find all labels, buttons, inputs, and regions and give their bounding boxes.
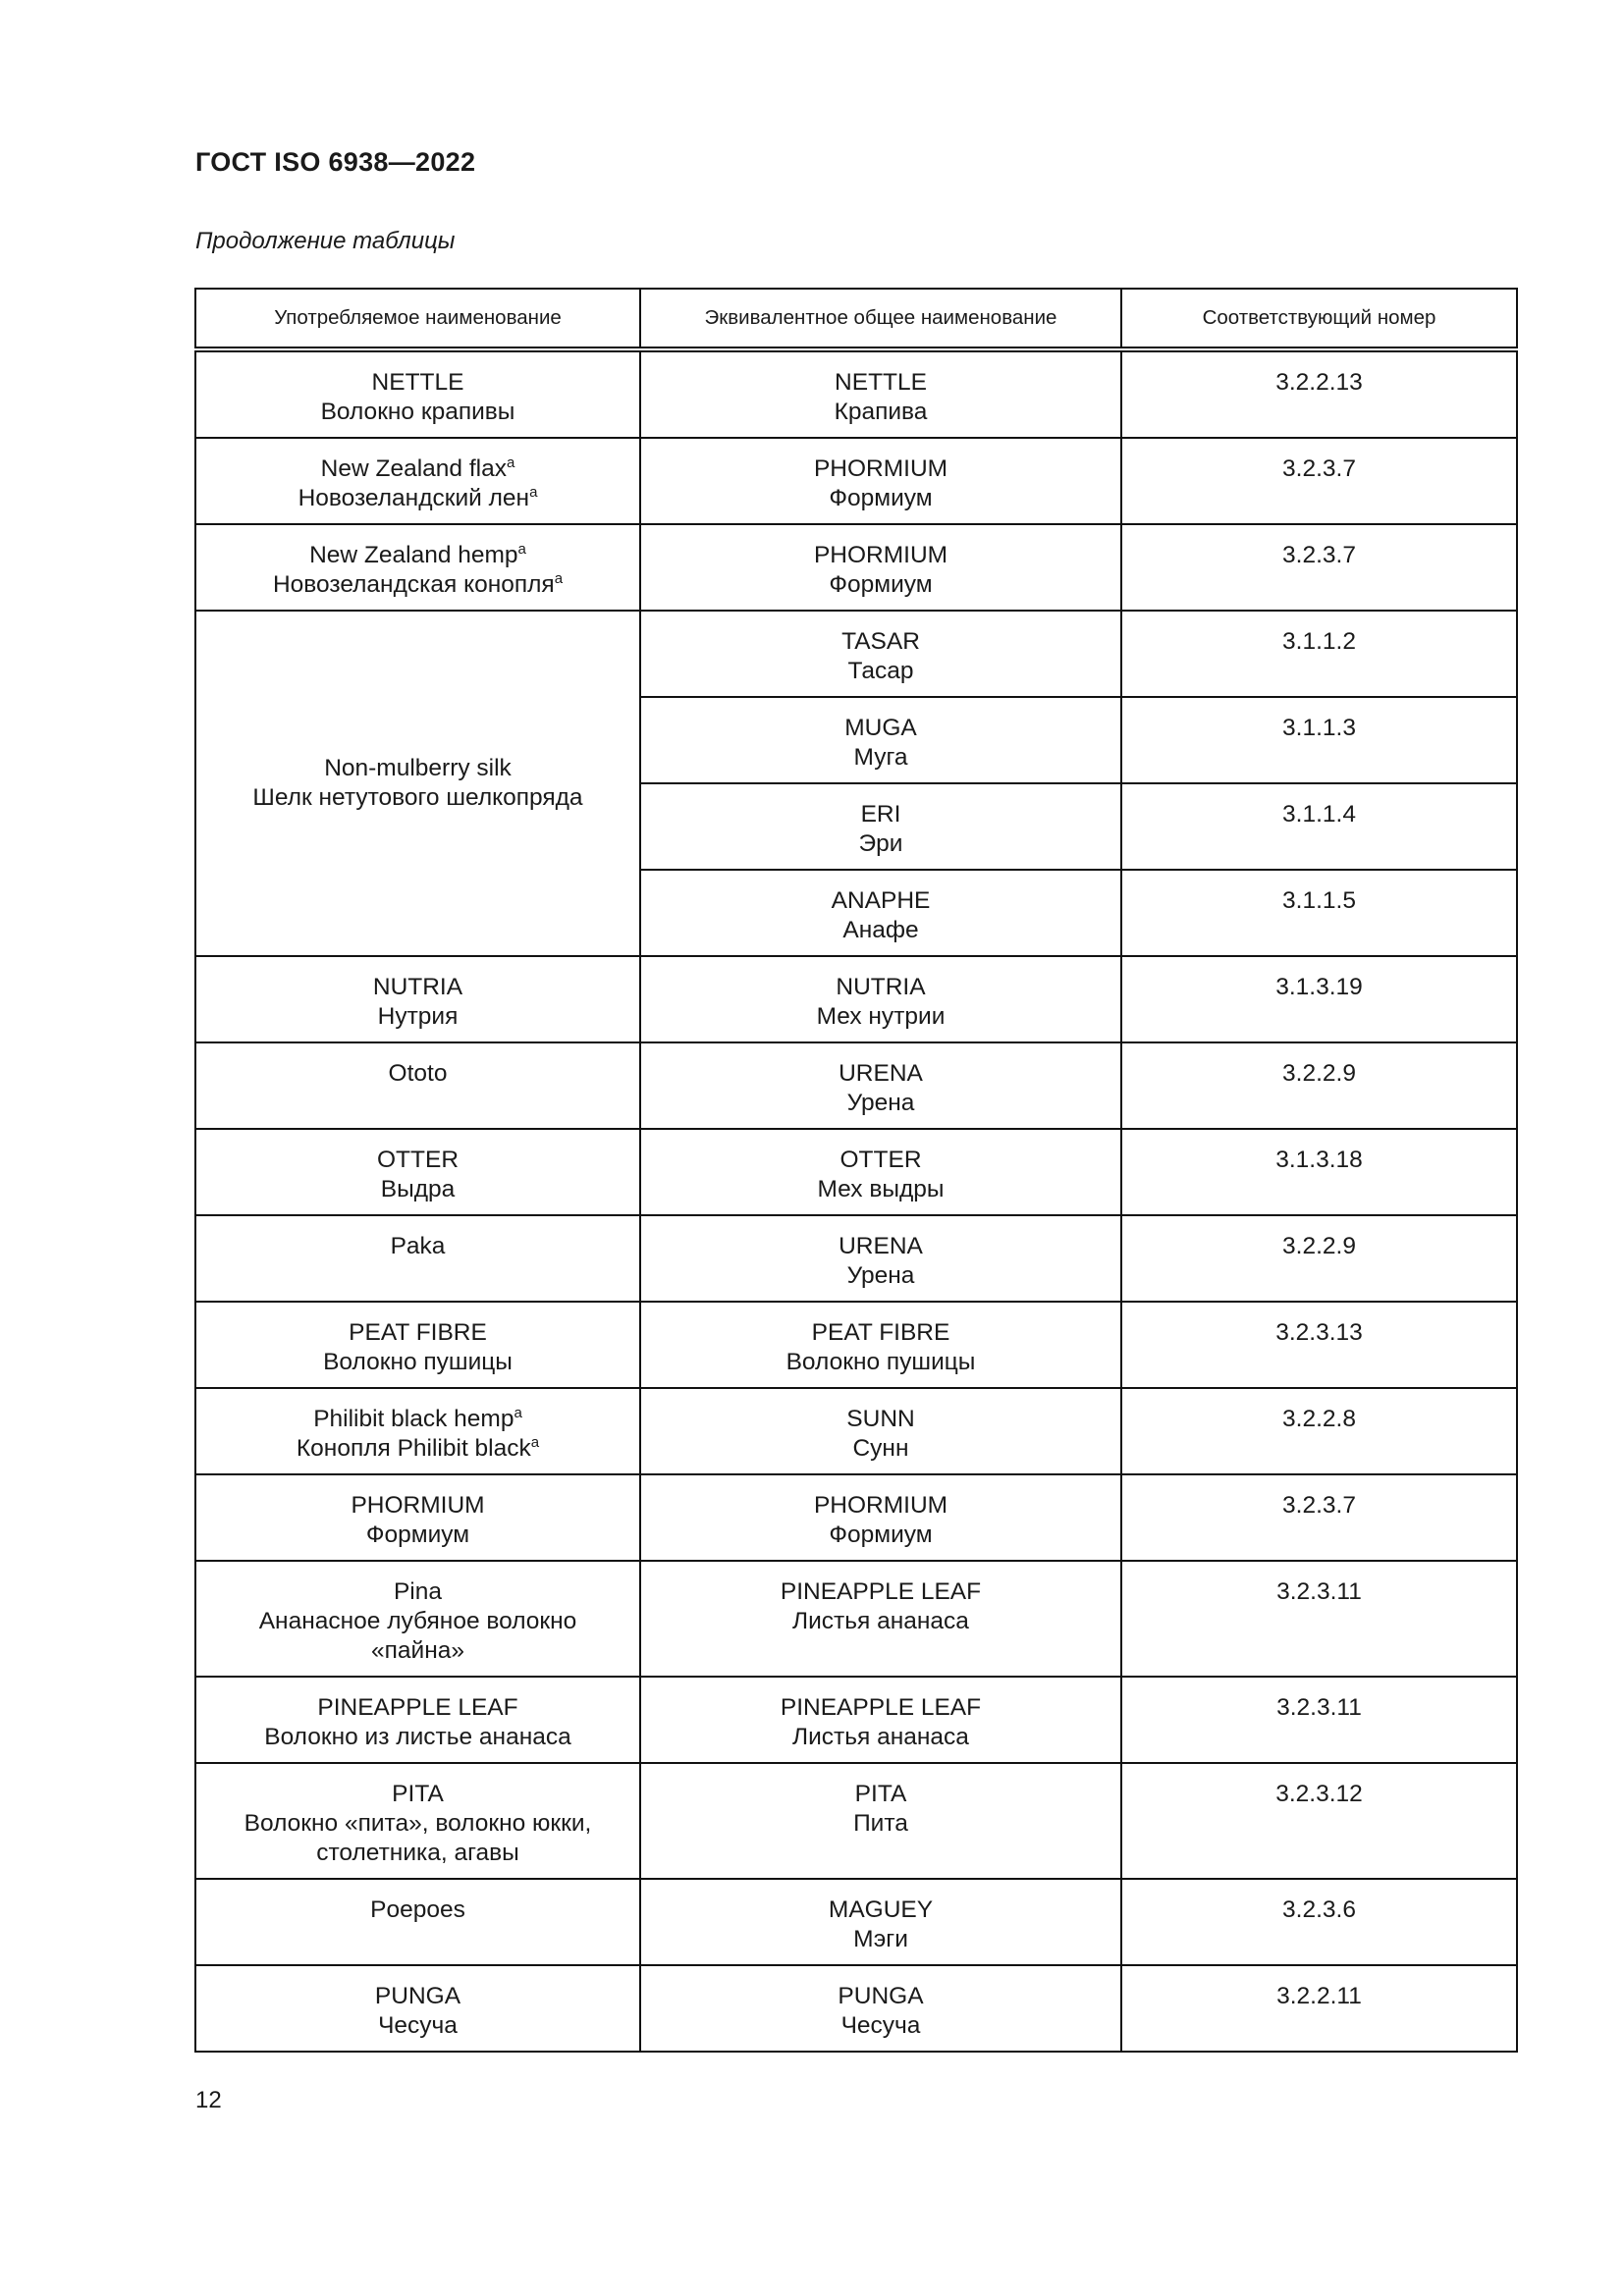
footnote-mark: a	[506, 454, 515, 471]
number-cell: 3.2.3.7	[1121, 524, 1517, 611]
equivalent-name-cell: PHORMIUM Формиум	[640, 438, 1121, 524]
page-number: 12	[195, 2087, 222, 2113]
table-row	[195, 1388, 1517, 1474]
equivalent-name-cell: SUNN Сунн	[640, 1388, 1121, 1474]
equivalent-name-cell: PINEAPPLE LEAF Листья ананаса	[640, 1677, 1121, 1763]
number-cell: 3.2.3.7	[1121, 438, 1517, 524]
equivalent-name-cell: PHORMIUM Формиум	[640, 1474, 1121, 1561]
number-cell: 3.2.2.13	[1121, 349, 1517, 438]
number-cell: 3.1.3.18	[1121, 1129, 1517, 1215]
used-name-cell: New Zealand hemp$^a$ Новозеландская конопля$^a$	[195, 524, 640, 611]
fibre-names-table	[194, 288, 1518, 2053]
table-row	[195, 1561, 1517, 1677]
number-cell: 3.1.1.3	[1121, 697, 1517, 783]
number-cell: 3.2.3.13	[1121, 1302, 1517, 1388]
used-name-cell: PINEAPPLE LEAF Волокно из листье ананаса	[195, 1677, 640, 1763]
number-cell: 3.1.1.4	[1121, 783, 1517, 870]
number-cell: 3.1.1.2	[1121, 611, 1517, 697]
used-name-cell: OTTER Выдра	[195, 1129, 640, 1215]
equivalent-name-cell: NETTLE Крапива	[640, 349, 1121, 438]
equivalent-name-cell: PITA Пита	[640, 1763, 1121, 1879]
used-name-cell: PEAT FIBRE Волокно пушицы	[195, 1302, 640, 1388]
number-cell: 3.2.3.11	[1121, 1561, 1517, 1677]
used-name-cell: Pina Ананасное лубяное волокно «пайна»	[195, 1561, 640, 1677]
column-header-number: Соответствующий номер	[1121, 289, 1517, 349]
equivalent-name-cell: URENA Урена	[640, 1042, 1121, 1129]
column-header-used-name: Употребляемое наименование	[195, 289, 640, 349]
table-row	[195, 1763, 1517, 1879]
table-row	[195, 1129, 1517, 1215]
used-name-cell: NUTRIA Нутрия	[195, 956, 640, 1042]
equivalent-name-cell: URENA Урена	[640, 1215, 1121, 1302]
used-name-cell: NETTLE Волокно крапивы	[195, 349, 640, 438]
used-name-cell: Paka	[195, 1215, 640, 1302]
equivalent-name-cell: TASAR Тасар	[640, 611, 1121, 697]
table-row	[195, 1302, 1517, 1388]
table-row	[195, 1965, 1517, 2052]
used-name-cell: PUNGA Чесуча	[195, 1965, 640, 2052]
table-row	[195, 611, 1517, 697]
used-name-cell: PITA Волокно «пита», волокно юкки, столетника, агавы	[195, 1763, 640, 1879]
equivalent-name-cell: PINEAPPLE LEAF Листья ананаса	[640, 1561, 1121, 1677]
equivalent-name-cell: NUTRIA Мех нутрии	[640, 956, 1121, 1042]
table-row	[195, 1042, 1517, 1129]
table-row	[195, 1677, 1517, 1763]
number-cell: 3.2.3.7	[1121, 1474, 1517, 1561]
number-cell: 3.2.2.9	[1121, 1215, 1517, 1302]
number-cell: 3.1.3.19	[1121, 956, 1517, 1042]
used-name-cell: Poepoes	[195, 1879, 640, 1965]
footnote-mark: a	[529, 484, 538, 501]
footnote-mark: a	[517, 541, 526, 558]
used-name-cell: New Zealand flax$^a$ Новозеландский лен$^a$	[195, 438, 640, 524]
equivalent-name-cell: OTTER Мех выдры	[640, 1129, 1121, 1215]
table-continuation-label: Продолжение таблицы	[195, 228, 456, 254]
used-name-cell: Philibit black hemp$^a$ Конопля Philibit black$^a$	[195, 1388, 640, 1474]
table-row	[195, 956, 1517, 1042]
used-name-cell-merged: Non-mulberry silk Шелк нетутового шелкопряда	[195, 611, 640, 956]
equivalent-name-cell: ANAPHE Анафе	[640, 870, 1121, 956]
equivalent-name-cell: MUGA Муга	[640, 697, 1121, 783]
used-name-cell: PHORMIUM Формиум	[195, 1474, 640, 1561]
equivalent-name-cell: PUNGA Чесуча	[640, 1965, 1121, 2052]
used-name-cell: Ototo	[195, 1042, 640, 1129]
number-cell: 3.2.2.8	[1121, 1388, 1517, 1474]
footnote-mark: a	[514, 1405, 522, 1421]
fibre-names-table-wrapper	[194, 288, 1516, 2053]
table-row	[195, 1474, 1517, 1561]
table-row	[195, 438, 1517, 524]
column-header-equivalent-name: Эквивалентное общее наименование	[640, 289, 1121, 349]
equivalent-name-cell: PEAT FIBRE Волокно пушицы	[640, 1302, 1121, 1388]
table-row	[195, 1879, 1517, 1965]
equivalent-name-cell: MAGUEY Мэги	[640, 1879, 1121, 1965]
equivalent-name-cell: ERI Эри	[640, 783, 1121, 870]
number-cell: 3.2.3.12	[1121, 1763, 1517, 1879]
number-cell: 3.2.3.6	[1121, 1879, 1517, 1965]
document-header: ГОСТ ISO 6938—2022	[195, 147, 476, 177]
table-row	[195, 524, 1517, 611]
equivalent-name-cell: PHORMIUM Формиум	[640, 524, 1121, 611]
footnote-mark: a	[554, 570, 564, 587]
number-cell: 3.2.2.9	[1121, 1042, 1517, 1129]
table-row	[195, 349, 1517, 438]
table-header-row	[195, 289, 1517, 349]
number-cell: 3.2.2.11	[1121, 1965, 1517, 2052]
footnote-mark: a	[530, 1434, 540, 1451]
number-cell: 3.1.1.5	[1121, 870, 1517, 956]
table-row	[195, 1215, 1517, 1302]
number-cell: 3.2.3.11	[1121, 1677, 1517, 1763]
